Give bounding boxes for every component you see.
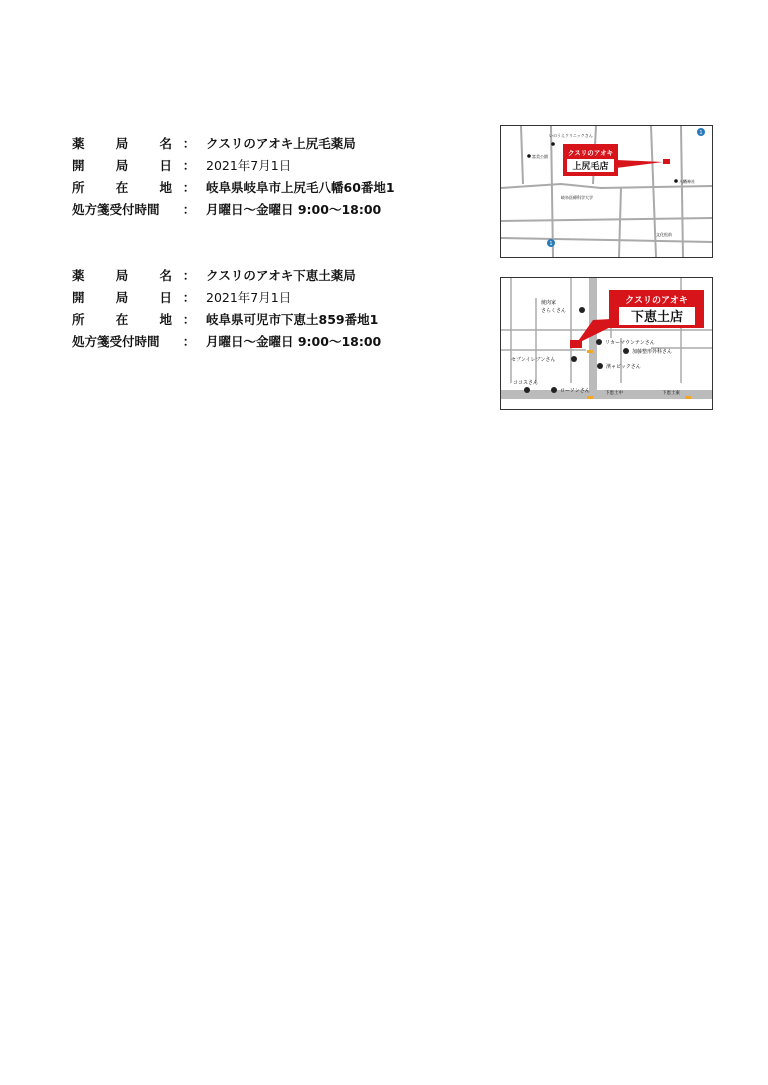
label-char: 日 [159, 290, 172, 305]
store-name: 下恵土店 [630, 310, 684, 325]
store2-name-row [72, 265, 381, 287]
landmark-label: セブンイレブンさん [511, 357, 556, 363]
colon: ： [182, 180, 196, 195]
label-text: 処方箋受付時間 [72, 334, 160, 349]
landmark-dot [527, 154, 531, 158]
label-char: 名 [159, 268, 172, 283]
store2-map-svg [501, 278, 712, 409]
landmark-dot [551, 387, 557, 393]
address: 岐阜県可児市下恵土859番地1 [206, 312, 379, 327]
landmark-label: 文化松前 [656, 232, 672, 237]
reception-hours: 月曜日～金曜日 9:00～18:00 [206, 202, 382, 217]
label-char: 薬 [72, 136, 85, 151]
store2-info [72, 265, 381, 353]
pharmacy-name: クスリのアオキ下恵土薬局 [206, 268, 356, 283]
store-marker-icon [663, 159, 670, 164]
pharmacy-name: クスリのアオキ上尻毛薬局 [206, 136, 356, 151]
callout-pointer [616, 160, 663, 168]
field-label [72, 287, 172, 309]
landmark-dot [596, 339, 602, 345]
store1-address-row [72, 177, 395, 199]
route-number: 1 [549, 241, 553, 247]
landmark-label: ココスさん [513, 380, 539, 386]
label-char: 日 [159, 158, 172, 173]
landmark-label: さらくさん [541, 308, 567, 314]
field-label [72, 177, 172, 199]
opening-date: 2021年7月1日 [206, 290, 292, 305]
field-label [72, 309, 172, 331]
label-text: 処方箋受付時間 [72, 202, 160, 217]
address: 岐阜県岐阜市上尻毛八幡60番地1 [206, 180, 395, 195]
label-char: 所 [72, 180, 85, 195]
store-name: 上尻毛店 [572, 162, 609, 172]
landmark-label: 岐阜医療科学大学 [561, 195, 593, 200]
label-char: 局 [115, 158, 129, 173]
traffic-signal-icon [587, 396, 593, 399]
landmark-label: 富美公園 [532, 154, 548, 159]
label-char: 在 [115, 312, 129, 327]
label-char: 在 [115, 180, 129, 195]
store1-map-svg [501, 126, 712, 257]
colon: ： [182, 202, 196, 217]
opening-date: 2021年7月1日 [206, 158, 292, 173]
colon: ： [182, 158, 196, 173]
store-marker-icon [570, 340, 582, 348]
landmark-dot [674, 179, 678, 183]
colon: ： [182, 290, 196, 305]
store1-opening-row [72, 155, 395, 177]
landmark-label: ローソンさん [560, 388, 590, 394]
route-number: 1 [699, 130, 703, 136]
landmark-label: 焼肉家 [541, 300, 557, 306]
landmark-dot [579, 307, 585, 313]
store1-map [500, 125, 713, 258]
colon: ： [182, 136, 196, 151]
colon: ： [182, 312, 196, 327]
store1-hours-row [72, 199, 395, 221]
landmark-label: 下恵土中 [605, 391, 623, 396]
label-char: 名 [159, 136, 172, 151]
brand-text: クスリのアオキ [567, 149, 614, 157]
landmark-dot [597, 363, 603, 369]
landmark-label: いのうえクリニックさん [549, 133, 593, 138]
traffic-signal-icon [587, 350, 593, 353]
field-label [72, 265, 172, 287]
store2-address-row [72, 309, 381, 331]
landmark-label: 下恵土東 [662, 391, 680, 396]
field-label [72, 199, 172, 221]
label-char: 局 [115, 290, 129, 305]
field-label [72, 133, 172, 155]
landmark-dot [524, 387, 530, 393]
landmark-label: 濱ャビックさん [606, 364, 641, 370]
store1-name-row [72, 133, 395, 155]
landmark-dot [571, 356, 577, 362]
brand-text: クスリのアオキ [625, 296, 688, 306]
label-char: 局 [115, 136, 129, 151]
landmark-label: 八幡神社 [679, 179, 695, 184]
label-char: 地 [159, 312, 172, 327]
landmark-dot [623, 348, 629, 354]
store2-opening-row [72, 287, 381, 309]
label-char: 局 [115, 268, 129, 283]
label-char: 薬 [72, 268, 85, 283]
label-char: 開 [72, 290, 85, 305]
field-label [72, 331, 172, 353]
traffic-signal-icon [685, 396, 691, 399]
landmark-label: 加藤整形外科さん [632, 349, 673, 355]
store2-map [500, 277, 713, 410]
landmark-label: リカーマウンテンさん [605, 340, 655, 346]
label-char: 所 [72, 312, 85, 327]
colon: ： [182, 268, 196, 283]
store2-hours-row [72, 331, 381, 353]
label-char: 開 [72, 158, 85, 173]
landmark-dot [551, 142, 555, 146]
field-label [72, 155, 172, 177]
reception-hours: 月曜日～金曜日 9:00～18:00 [206, 334, 382, 349]
label-char: 地 [159, 180, 172, 195]
colon: ： [182, 334, 196, 349]
store1-info [72, 133, 395, 221]
